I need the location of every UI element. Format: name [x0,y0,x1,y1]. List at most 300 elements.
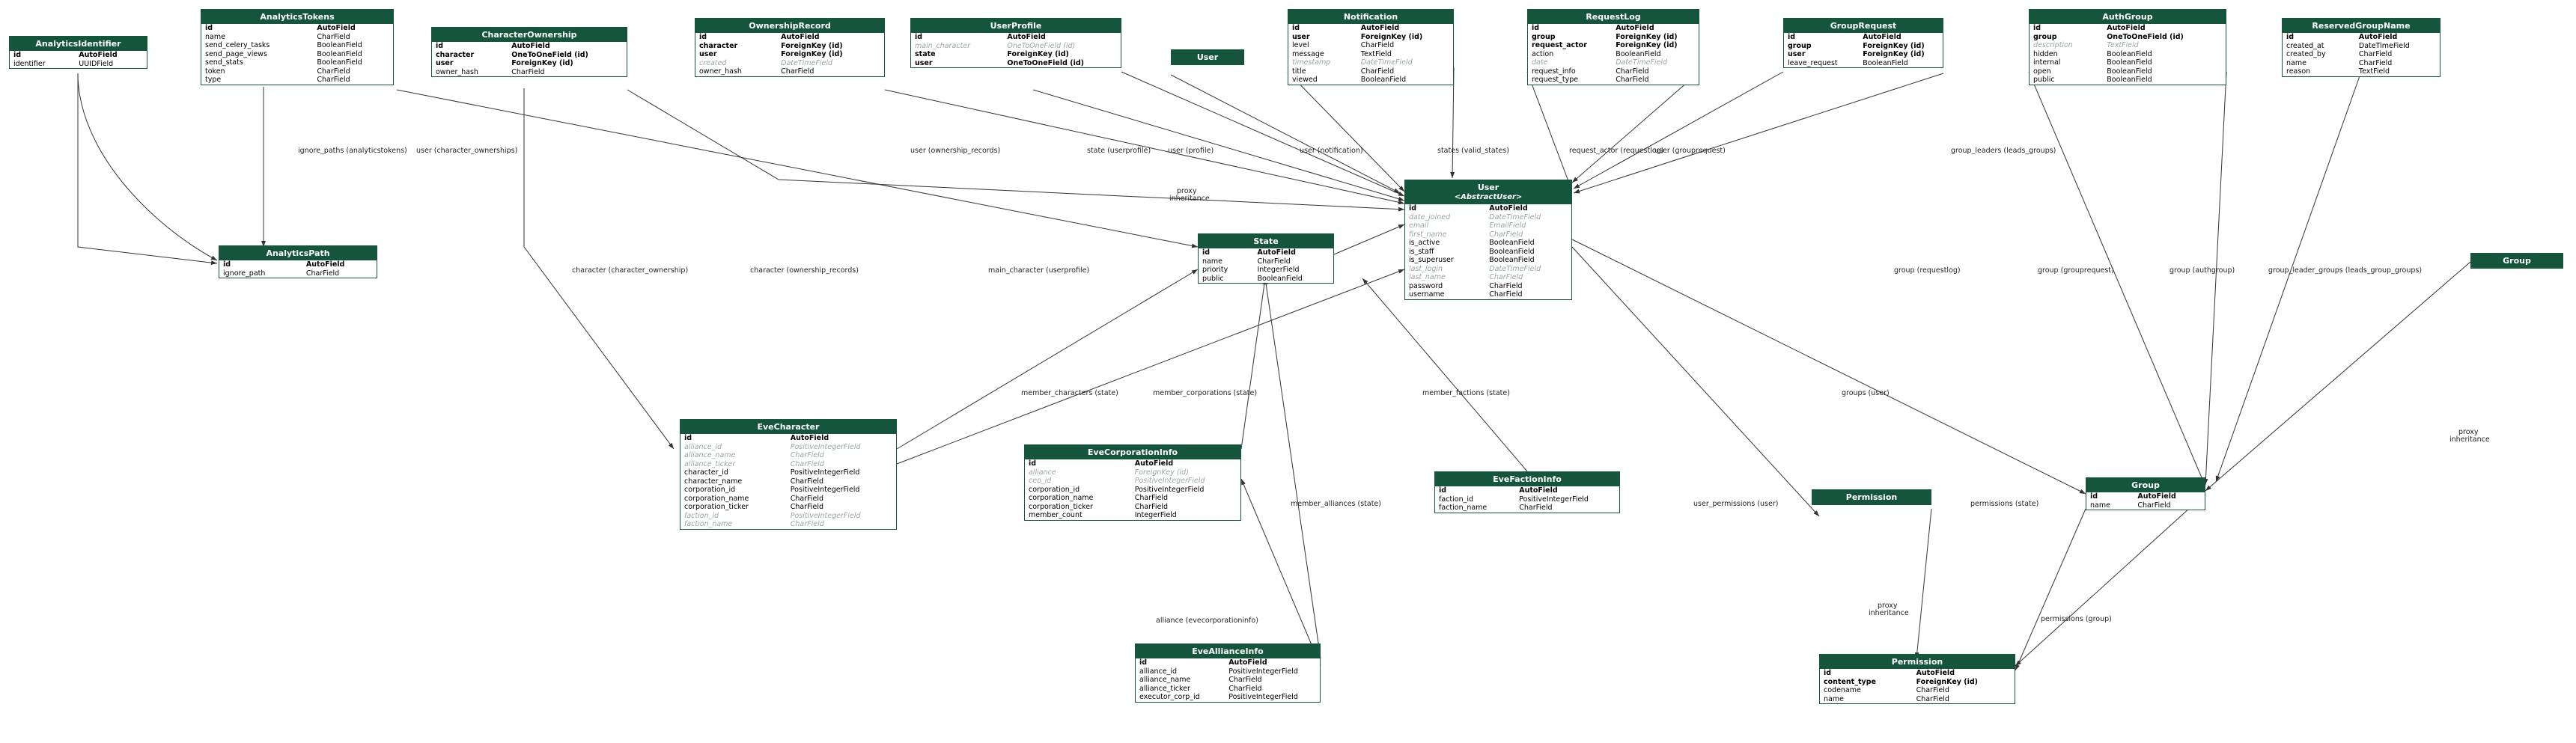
entity-user_abstract[interactable] [1404,180,1572,300]
entity-field-row [1288,33,1453,42]
field-name: member_count [1029,511,1083,519]
field-name: id [1788,33,1796,41]
field-type: AutoField [1360,24,1400,32]
field-type: DateTimeField [1360,58,1413,67]
field-name: is_active [1409,239,1440,247]
entity-evecharacter[interactable] [680,419,897,530]
entity-group_simple[interactable] [2470,253,2563,269]
entity-fields [695,33,884,76]
entity-name: UserProfile [990,21,1042,31]
entity-field-row [1199,275,1333,284]
field-type: CharField [1616,76,1649,84]
field-type: ForeignKey (id) [1616,32,1678,41]
entity-analyticspath[interactable] [219,245,377,278]
field-type: OneToOneField (id) [511,50,588,59]
field-type: CharField [2358,50,2393,58]
field-type: AutoField [1916,669,1955,677]
field-name: corporation_name [1029,494,1094,502]
entity-field-row [1528,24,1699,33]
edge-label: user_permissions (user) [1693,500,1779,508]
field-type: AutoField [1863,33,1901,41]
entity-field-row [2030,41,2226,50]
field-type: CharField [781,67,814,76]
entity-name: AnalyticsIdentifier [35,39,121,49]
entity-field-row [10,60,147,69]
entity-field-row [1288,67,1453,76]
entity-field-row [1025,511,1240,520]
field-type: AutoField [781,33,820,41]
entity-field-row [695,67,884,76]
entity-fields [1528,24,1699,85]
field-name: character_id [684,468,728,477]
field-name: username [1409,290,1445,299]
field-name: last_login [1409,264,1443,273]
edge-label: alliance (evecorporationinfo) [1156,617,1258,625]
edge-label: member_alliances (state) [1291,500,1381,508]
field-name: alliance_id [684,442,722,451]
entity-fields [1288,24,1453,85]
field-name: codename [1824,686,1861,694]
entity-evecorporationinfo[interactable] [1024,444,1241,521]
entity-field-row [201,50,393,59]
entity-fields [1820,669,2015,703]
entity-title [10,37,147,51]
field-name: id [1139,658,1148,667]
field-type: DateTimeField [781,58,833,67]
field-type: AutoField [305,260,345,269]
entity-field-row [1405,265,1571,274]
entity-field-row [1435,495,1619,504]
edge-label: member_characters (state) [1021,389,1118,397]
entity-subtitle: <AbstractUser> [1454,193,1523,201]
entity-state[interactable] [1198,233,1334,284]
entity-title [2471,254,2563,268]
field-type: AutoField [511,42,550,50]
entity-ownershiprecord[interactable] [695,18,885,77]
entity-evealliancinfo[interactable] [1135,643,1321,703]
entity-name: EveFactionInfo [1493,474,1562,484]
relationship-edge [2216,72,2361,482]
entity-field-row [2283,50,2440,59]
field-name: id [2090,492,2098,501]
field-name: character_name [684,477,743,486]
field-name: token [205,67,225,76]
entity-fields [219,260,377,278]
field-name: id [1439,486,1447,495]
relationship-edge [397,90,1198,247]
field-type: UUIDField [79,59,114,68]
field-name: action [1532,49,1554,58]
entity-name: User [1196,52,1219,62]
entity-field-row [1435,486,1619,495]
field-type: CharField [790,503,824,511]
field-name: user [1292,32,1310,41]
field-type: CharField [2358,58,2393,67]
relationship-edge [1572,239,2086,494]
entity-field-row [1199,266,1333,275]
entity-field-row [911,59,1121,68]
field-name: id [1292,24,1300,32]
entity-field-row [201,41,393,50]
relationship-edge [78,73,217,260]
edge-label: user (profile) [1168,147,1214,155]
field-type: BooleanField [317,41,362,49]
entity-name: Group [2503,256,2531,266]
field-type: AutoField [1228,658,1267,667]
field-type: IntegerField [1257,266,1300,274]
field-name: state [915,50,936,58]
field-type: EmailField [1489,221,1526,230]
entity-field-row [201,58,393,67]
entity-fields [2030,24,2226,85]
relationship-edge [1527,72,1571,187]
entity-name: ReservedGroupName [2312,21,2411,31]
field-type: BooleanField [2107,49,2152,58]
field-type: BooleanField [2107,58,2152,67]
field-name: is_staff [1409,247,1434,256]
field-name: alliance [1029,468,1056,477]
field-name: user [699,50,717,58]
entity-title [1812,490,1931,504]
entity-field-row [1528,76,1699,85]
field-name: corporation_ticker [684,503,749,511]
field-name: id [1202,248,1211,257]
entity-name: EveCharacter [757,422,820,432]
field-type: BooleanField [317,49,362,58]
edge-label: member_corporations (state) [1153,389,1258,397]
entity-title [1172,50,1243,64]
relationship-edge [1033,90,1404,201]
field-name: id [1409,204,1417,212]
field-name: message [1292,49,1324,58]
entity-field-row [1405,273,1571,282]
edge-label: request_actor (requestlog) [1569,147,1664,155]
field-name: identifier [13,59,46,68]
entity-field-row [680,477,896,486]
entity-title [680,420,896,434]
entity-field-row [1405,256,1571,265]
entity-field-row [1528,41,1699,50]
entity-field-row [1820,678,2015,687]
relationship-edge [1171,75,1400,193]
edge-label: inheritance [1169,195,1210,203]
entity-name: Group [2131,480,2160,490]
field-name: user [915,58,933,67]
entity-title [1784,19,1943,33]
entity-field-row [2030,50,2226,59]
field-type: CharField [1228,676,1262,684]
entity-field-row [680,495,896,504]
entity-permission_main[interactable] [1819,654,2015,704]
field-name: name [2286,58,2306,67]
edge-label: ignore_paths (analyticstokens) [298,147,407,155]
entity-title [1199,234,1333,248]
field-type: PositiveIntegerField [790,468,860,477]
field-type: CharField [1489,290,1523,299]
entity-field-row [1405,221,1571,230]
field-name: name [2090,501,2110,510]
entity-title [1435,472,1619,486]
entity-name: RequestLog [1586,12,1641,22]
entity-name: EveCorporationInfo [1087,447,1178,457]
field-type: BooleanField [1863,58,1908,67]
field-name: public [1202,274,1224,283]
field-type: CharField [1360,67,1395,76]
entity-field-row [1405,204,1571,213]
entity-fields [2086,492,2205,510]
entity-field-row [1784,42,1943,51]
entity-field-row [911,42,1121,51]
entity-field-row [2283,42,2440,51]
relationship-edge [2015,509,2086,670]
entity-authgroup[interactable] [2029,9,2226,85]
field-name: id [2286,33,2295,41]
field-type: CharField [790,459,824,468]
field-name: id [1532,24,1540,32]
entity-title [201,10,393,24]
entity-field-row [2086,492,2205,501]
edge-label: groups (user) [1842,389,1890,397]
entity-field-row [1025,468,1240,477]
entity-field-row [2030,76,2226,85]
entity-title [1528,10,1699,24]
field-type: PositiveIntegerField [1134,485,1205,494]
field-name: description [2033,41,2073,49]
entity-user_simple[interactable] [1171,49,1244,65]
relationship-edge [897,269,1404,464]
field-name: group [1788,41,1812,50]
field-type: BooleanField [1489,247,1535,256]
field-type: AutoField [2358,33,2398,41]
entity-field-row [1025,503,1240,512]
field-name: alliance_name [1139,676,1191,684]
field-name: priority [1202,266,1228,274]
relationship-edge [1288,72,1404,192]
edge-label: state (userprofile) [1087,147,1151,155]
edge-label: group (requestlog) [1894,266,1961,275]
field-type: CharField [790,494,824,503]
edge-label: permissions (group) [2041,615,2112,623]
field-name: name [1202,257,1222,266]
entity-field-row [432,68,627,77]
field-type: DateTimeField [2358,41,2410,50]
field-type: TextField [1360,49,1392,58]
entity-fields [2283,33,2440,76]
field-name: main_character [915,41,970,50]
field-type: CharField [317,76,350,84]
field-name: id [13,51,22,59]
entity-group_main[interactable] [2086,477,2205,510]
entity-fields [201,24,393,85]
field-type: CharField [790,477,824,486]
entity-fields [1405,204,1571,299]
entity-requestlog[interactable] [1527,9,1699,85]
entity-field-row [680,468,896,477]
field-name: corporation_ticker [1029,502,1093,511]
field-name: ceo_id [1029,477,1052,485]
entity-field-row [1288,24,1453,33]
field-name: level [1292,41,1309,49]
entity-fields [1136,658,1320,702]
field-type: DateTimeField [1489,212,1541,221]
entity-userprofile[interactable] [910,18,1121,68]
relationship-edge [1572,72,1699,183]
entity-reservedgroupname[interactable] [2282,18,2440,77]
entity-name: GroupRequest [1830,21,1897,31]
entity-analyticstokens[interactable] [201,9,394,85]
field-type: AutoField [317,24,356,32]
field-name: request_info [1532,67,1576,76]
field-name: owner_hash [699,67,742,76]
edge-label: user (ownership_records) [910,147,1001,155]
field-type: PositiveIntegerField [1228,693,1298,701]
field-type: AutoField [1616,24,1654,32]
field-type: BooleanField [1489,256,1535,264]
relationship-edge [2205,262,2470,491]
entity-field-row [2030,67,2226,76]
entity-permission_simple[interactable] [1812,489,1931,505]
field-type: CharField [1134,502,1169,511]
field-type: OneToOneField (id) [1007,41,1076,50]
entity-field-row [680,486,896,495]
field-type: ForeignKey (id) [1916,677,1979,686]
field-type: CharField [2137,501,2171,510]
field-type: CharField [1916,694,1949,703]
entity-field-row [695,50,884,59]
field-type: TextField [2107,41,2139,49]
edge-label: member_factions (state) [1422,389,1510,397]
field-name: first_name [1409,230,1447,239]
field-type: CharField [1134,494,1169,502]
entity-field-row [1136,658,1320,667]
entity-field-row [2030,33,2226,42]
entity-field-row [2030,24,2226,33]
field-name: faction_id [1439,495,1474,504]
entity-fields [1435,486,1619,513]
field-name: id [915,33,923,41]
field-name: send_page_views [205,49,267,58]
field-type: AutoField [1007,33,1046,41]
field-type: CharField [511,67,545,76]
entity-fields [10,51,147,68]
field-name: content_type [1824,677,1876,686]
entity-analyticsidentifier[interactable] [9,36,147,69]
entity-notification[interactable] [1288,9,1454,85]
field-name: send_celery_tasks [205,41,270,49]
entity-field-row [680,512,896,521]
field-name: send_stats [205,58,243,67]
edge-label: group (grouprequest) [2038,266,2114,275]
entity-name: Permission [1891,657,1943,667]
entity-field-row [680,460,896,469]
entity-fields [1199,248,1333,283]
field-name: faction_name [684,520,733,528]
entity-field-row [695,42,884,51]
field-type: CharField [305,269,340,278]
entity-evefactioninfo[interactable] [1434,471,1620,513]
field-name: id [1029,459,1037,468]
field-type: AutoField [79,51,118,59]
field-name: reason [2286,67,2311,76]
field-name: owner_hash [436,67,478,76]
field-type: PositiveIntegerField [1228,667,1298,676]
field-type: BooleanField [1489,239,1535,247]
entity-field-row [1199,257,1333,266]
entity-field-row [1528,50,1699,59]
relationship-edge [2015,494,2205,666]
field-type: CharField [790,520,824,528]
field-name: group [2033,32,2057,41]
relationship-edge [2205,72,2226,485]
field-type: CharField [1616,67,1649,76]
entity-field-row [1528,67,1699,76]
entity-name: State [1253,236,1279,246]
entity-fields [680,434,896,529]
field-type: AutoField [1134,459,1174,468]
entity-title [432,28,627,42]
field-type: BooleanField [2107,76,2152,84]
field-type: PositiveIntegerField [790,486,860,494]
entity-field-row [10,51,147,60]
field-type: ForeignKey (id) [781,41,843,50]
entity-field-row [1784,50,1943,59]
field-name: group [1532,32,1556,41]
field-type: ForeignKey (id) [781,50,843,58]
relationship-edge [1916,509,1931,658]
field-name: created_by [2286,50,2326,58]
entity-field-row [1405,282,1571,291]
relationship-edge [627,90,1404,210]
entity-title [1025,445,1240,459]
field-type: CharField [1489,281,1523,290]
entity-name: AnalyticsTokens [260,12,335,22]
entity-title [911,19,1121,33]
field-name: id [436,42,444,50]
field-name: faction_name [1439,504,1488,512]
entity-field-row [1025,477,1240,486]
entity-field-row [1528,33,1699,42]
entity-title [2030,10,2226,24]
entity-grouprequest[interactable] [1783,18,1943,68]
edge-label: user (grouprequest) [1654,147,1726,155]
field-type: AutoField [1519,486,1558,495]
field-name: name [205,32,225,41]
entity-characterownership[interactable] [431,27,627,77]
entity-field-row [1199,248,1333,257]
entity-field-row [680,520,896,529]
entity-name: Permission [1845,492,1898,502]
field-type: PositiveIntegerField [1519,495,1589,504]
field-name: last_name [1409,273,1446,281]
entity-title [219,246,377,260]
entity-field-row [680,434,896,443]
field-name: name [1824,694,1844,703]
entity-field-row [2283,33,2440,42]
edge-label: user (notification) [1300,147,1363,155]
edge-label: character (ownership_records) [750,266,859,275]
edge-label: proxy [1878,602,1898,610]
entity-field-row [432,42,627,51]
field-type: OneToOneField (id) [1007,58,1084,67]
field-type: IntegerField [1134,511,1177,519]
entity-field-row [911,33,1121,42]
field-type: CharField [1519,504,1553,512]
entity-field-row [1784,59,1943,68]
relationship-edge [1121,72,1404,196]
entity-title [1820,655,2015,669]
field-name: hidden [2033,49,2058,58]
entity-fields [1784,33,1943,67]
